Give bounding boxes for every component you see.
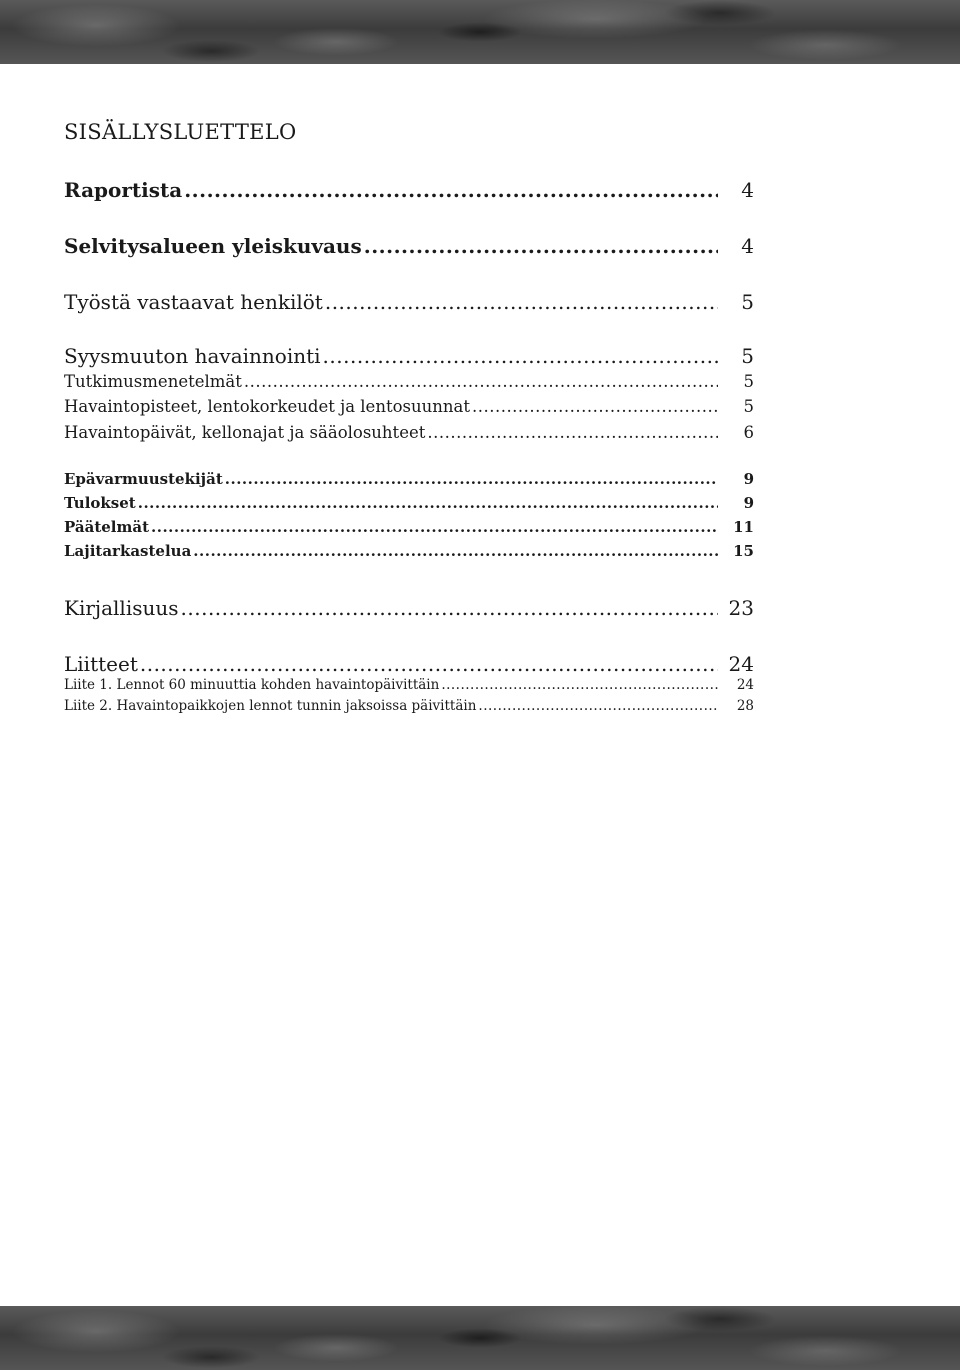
toc-entry-tulokset[interactable]: [64, 494, 754, 512]
toc-entry-paatelmat[interactable]: [64, 518, 754, 536]
toc-entry-label: Liite 1. Lennot 60 minuuttia kohden havaintopäivittäin: [64, 677, 440, 693]
toc-entry-page: 24: [728, 652, 754, 676]
toc-entry-liitteet[interactable]: [64, 652, 754, 676]
toc-entry-label: Työstä vastaavat henkilöt: [64, 290, 323, 314]
dot-leader: [323, 344, 718, 368]
dot-leader: [140, 652, 718, 676]
dot-leader: [138, 494, 718, 512]
toc-entry-havaintopaivat[interactable]: [64, 423, 754, 442]
toc-entry-selvitysalue[interactable]: [64, 234, 754, 258]
toc-entry-label: Syysmuuton havainnointi: [64, 344, 321, 368]
dot-leader: [478, 698, 718, 714]
dot-leader: [193, 542, 718, 560]
toc-entry-page: 9: [743, 494, 754, 512]
toc-entry-page: 5: [741, 344, 754, 368]
toc-entry-page: 28: [736, 698, 754, 714]
toc-entry-label: Tulokset: [64, 494, 136, 512]
footer-stone-texture: [0, 1306, 960, 1370]
dot-leader: [325, 290, 718, 314]
toc-entry-label: Päätelmät: [64, 518, 150, 536]
toc-entry-menetelmat[interactable]: [64, 372, 754, 391]
toc-entry-label: Raportista: [64, 178, 183, 202]
toc-entry-raportista[interactable]: [64, 178, 754, 202]
toc-title: SISÄLLYSLUETTELO: [64, 120, 297, 144]
dot-leader: [427, 423, 718, 442]
toc-entry-havaintopisteet[interactable]: [64, 397, 754, 416]
toc-entry-page: 5: [741, 290, 754, 314]
toc-entry-lajitarkastelu[interactable]: [64, 542, 754, 560]
toc-entry-page: 4: [741, 178, 754, 202]
toc-entry-label: Havaintopäivät, kellonajat ja sääolosuhteet: [64, 423, 426, 442]
toc-entry-page: 6: [743, 423, 754, 442]
toc-entry-label: Kirjallisuus: [64, 596, 179, 620]
toc-entry-label: Havaintopisteet, lentokorkeudet ja lentosuunnat: [64, 397, 470, 416]
toc-entry-page: 11: [733, 518, 754, 536]
toc-entry-page: 15: [733, 542, 754, 560]
toc-entry-label: Tutkimusmenetelmät: [64, 372, 242, 391]
toc-entry-label: Epävarmuustekijät: [64, 470, 223, 488]
dot-leader: [472, 397, 718, 416]
toc-entry-page: 24: [736, 677, 754, 693]
toc-entry-page: 23: [728, 596, 754, 620]
toc-entry-henkilot[interactable]: [64, 290, 754, 314]
dot-leader: [441, 677, 718, 693]
toc-entry-label: Liitteet: [64, 652, 138, 676]
toc-entry-label: Selvitysalueen yleiskuvaus: [64, 234, 362, 258]
toc-entry-liite-2[interactable]: [64, 698, 754, 714]
dot-leader: [184, 178, 718, 202]
toc-entry-label: Lajitarkastelua: [64, 542, 192, 560]
toc-entry-page: 5: [743, 372, 754, 391]
dot-leader: [225, 470, 718, 488]
toc-entry-epavarmuus[interactable]: [64, 470, 754, 488]
dot-leader: [364, 234, 718, 258]
header-stone-texture: [0, 0, 960, 64]
toc-entry-label: Liite 2. Havaintopaikkojen lennot tunnin jaksoissa päivittäin: [64, 698, 477, 714]
toc-entry-page: 5: [743, 397, 754, 416]
toc-entry-liite-1[interactable]: [64, 677, 754, 693]
dot-leader: [151, 518, 718, 536]
dot-leader: [244, 372, 718, 391]
toc-entry-syysmuutto[interactable]: [64, 344, 754, 368]
toc-entry-page: 9: [743, 470, 754, 488]
toc-entry-kirjallisuus[interactable]: [64, 596, 754, 620]
toc-entry-page: 4: [741, 234, 754, 258]
dot-leader: [181, 596, 718, 620]
